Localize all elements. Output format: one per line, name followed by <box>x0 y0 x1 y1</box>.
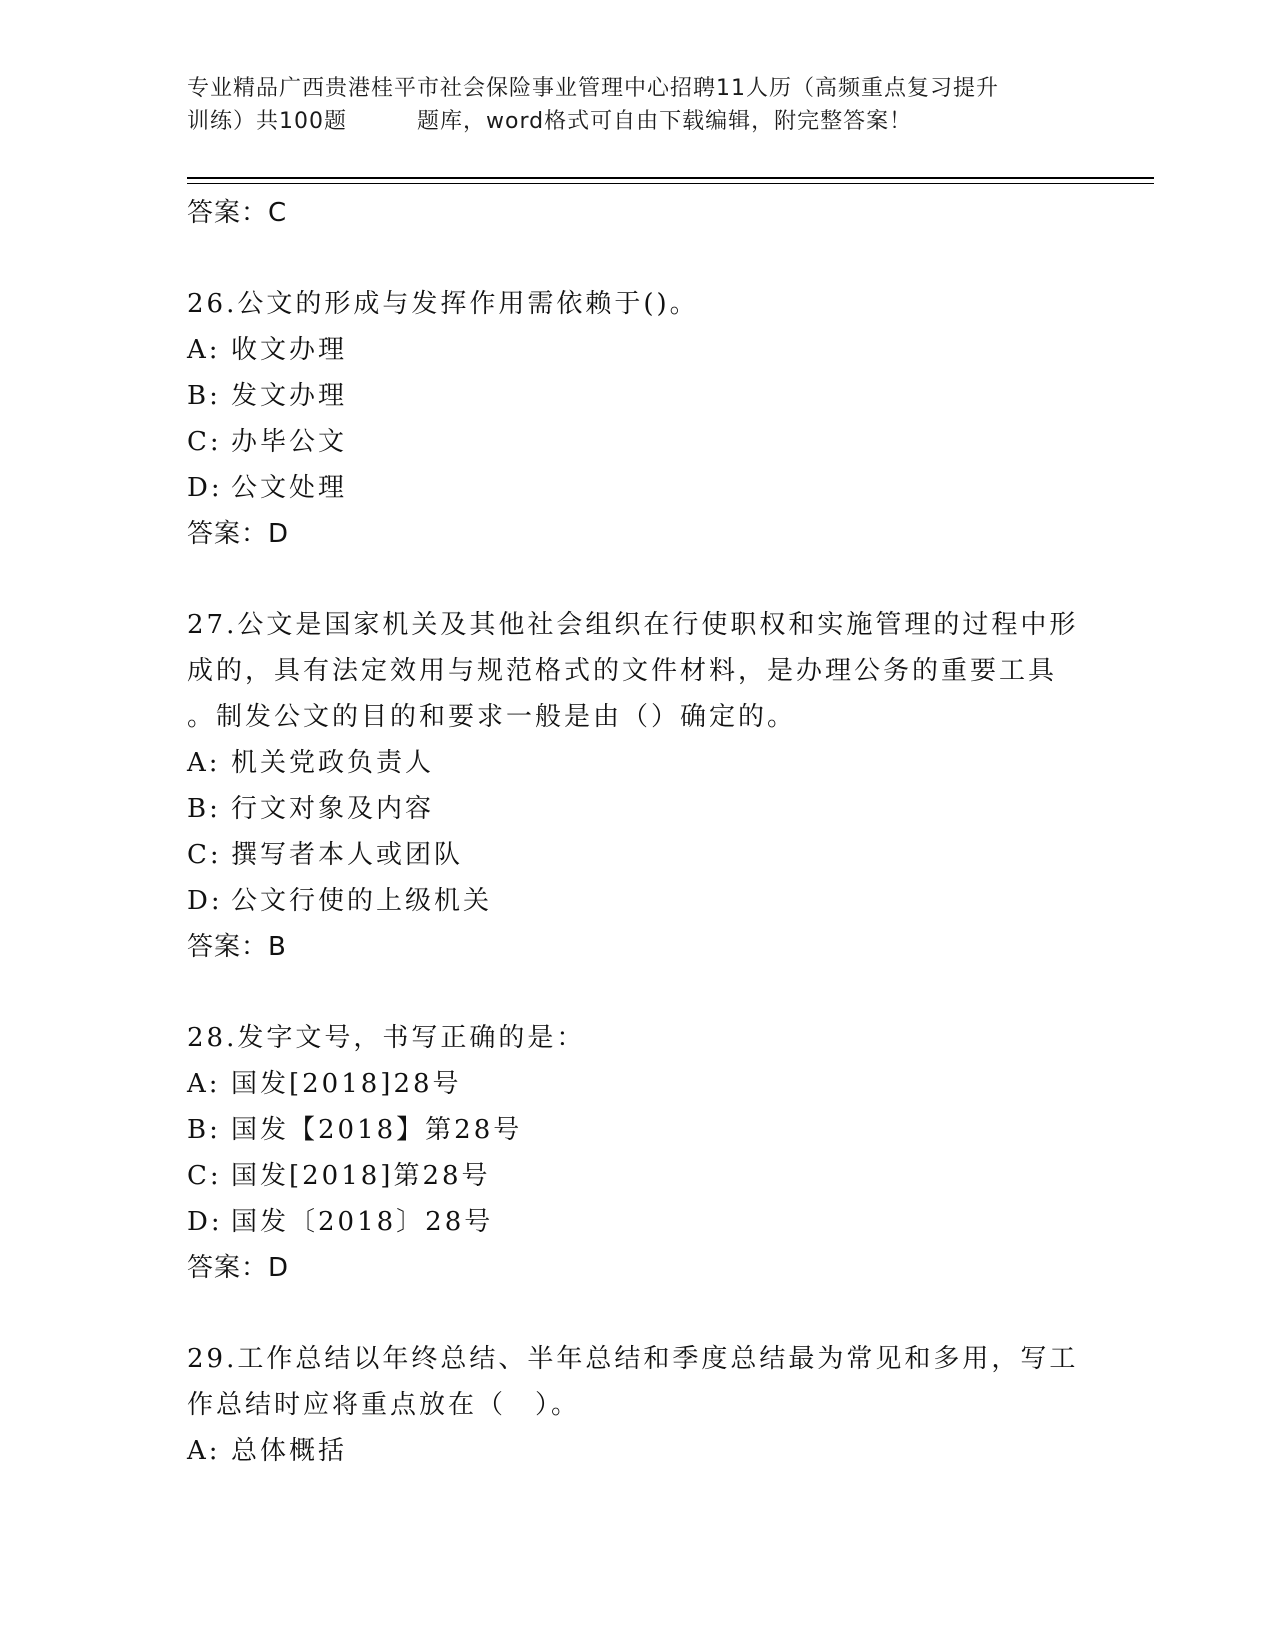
question-line: 27.公文是国家机关及其他社会组织在行使职权和实施管理的过程中形 <box>187 610 1079 640</box>
question-line: 29.工作总结以年终总结、半年总结和季度总结最为常见和多用，写工 <box>187 1344 1079 1374</box>
option-letter: B: <box>187 381 221 411</box>
option-text: 收文办理 <box>231 335 348 365</box>
option-text: 国发〔2018〕28号 <box>231 1207 494 1237</box>
option-item <box>187 832 1087 878</box>
answer-line: 答案：D <box>187 1253 290 1283</box>
option-text: 国发[2018]28号 <box>231 1069 462 1099</box>
header-title-line-2a: 训练）共100题 <box>187 109 347 134</box>
option-text: 发文办理 <box>231 381 348 411</box>
option-letter: C: <box>187 1161 222 1191</box>
answer-line: 答案：D <box>187 519 290 549</box>
question-content <box>187 190 1087 1474</box>
question-text <box>187 602 1087 740</box>
option-item <box>187 1199 1087 1245</box>
option-letter: A: <box>187 335 221 365</box>
header-rule-thin <box>187 183 1154 184</box>
answer-line: 答案：B <box>187 932 287 962</box>
option-item <box>187 1428 1087 1474</box>
option-letter: B: <box>187 1115 221 1145</box>
option-text: 公文行使的上级机关 <box>231 886 493 916</box>
question-block <box>187 1015 1087 1291</box>
option-text: 国发【2018】第28号 <box>231 1115 523 1145</box>
question-text <box>187 281 1087 327</box>
option-letter: A: <box>187 748 221 778</box>
option-letter: B: <box>187 794 221 824</box>
question-text <box>187 1015 1087 1061</box>
option-letter: C: <box>187 427 222 457</box>
option-text: 撰写者本人或团队 <box>231 840 464 870</box>
option-item <box>187 1061 1087 1107</box>
question-text <box>187 1336 1087 1428</box>
option-letter: A: <box>187 1069 221 1099</box>
question-line: 26.公文的形成与发挥作用需依赖于()。 <box>187 289 699 319</box>
question-line: 。制发公文的目的和要求一般是由（）确定的。 <box>187 702 797 732</box>
option-item <box>187 419 1087 465</box>
option-letter: A: <box>187 1436 221 1466</box>
question-line: 作总结时应将重点放在（ ）。 <box>187 1390 581 1420</box>
header-rule-thick <box>187 177 1154 179</box>
option-text: 行文对象及内容 <box>231 794 435 824</box>
option-item <box>187 373 1087 419</box>
question-block <box>187 602 1087 970</box>
option-text: 公文处理 <box>231 473 348 503</box>
header-title-line-2 <box>187 105 1087 138</box>
question-block <box>187 281 1087 557</box>
option-item <box>187 327 1087 373</box>
page-header <box>187 72 1087 138</box>
option-item <box>187 465 1087 511</box>
header-title-line-2b: 题库，word格式可自由下载编辑，附完整答案！ <box>417 109 913 134</box>
option-text: 机关党政负责人 <box>231 748 435 778</box>
option-text: 国发[2018]第28号 <box>231 1161 491 1191</box>
option-letter: D: <box>187 473 223 503</box>
option-item <box>187 1107 1087 1153</box>
question-block <box>187 1336 1087 1474</box>
option-item <box>187 878 1087 924</box>
option-item <box>187 1153 1087 1199</box>
option-letter: D: <box>187 1207 223 1237</box>
header-title-line-1: 专业精品广西贵港桂平市社会保险事业管理中心招聘11人历（高频重点复习提升 <box>187 76 999 101</box>
question-line: 28.发字文号，书写正确的是： <box>187 1023 586 1053</box>
option-item <box>187 740 1087 786</box>
previous-answer: 答案：C <box>187 198 288 228</box>
option-item <box>187 786 1087 832</box>
question-line: 成的，具有法定效用与规范格式的文件材料，是办理公务的重要工具 <box>187 656 1058 686</box>
option-letter: D: <box>187 886 223 916</box>
option-letter: C: <box>187 840 222 870</box>
option-text: 办毕公文 <box>231 427 348 457</box>
option-text: 总体概括 <box>231 1436 348 1466</box>
